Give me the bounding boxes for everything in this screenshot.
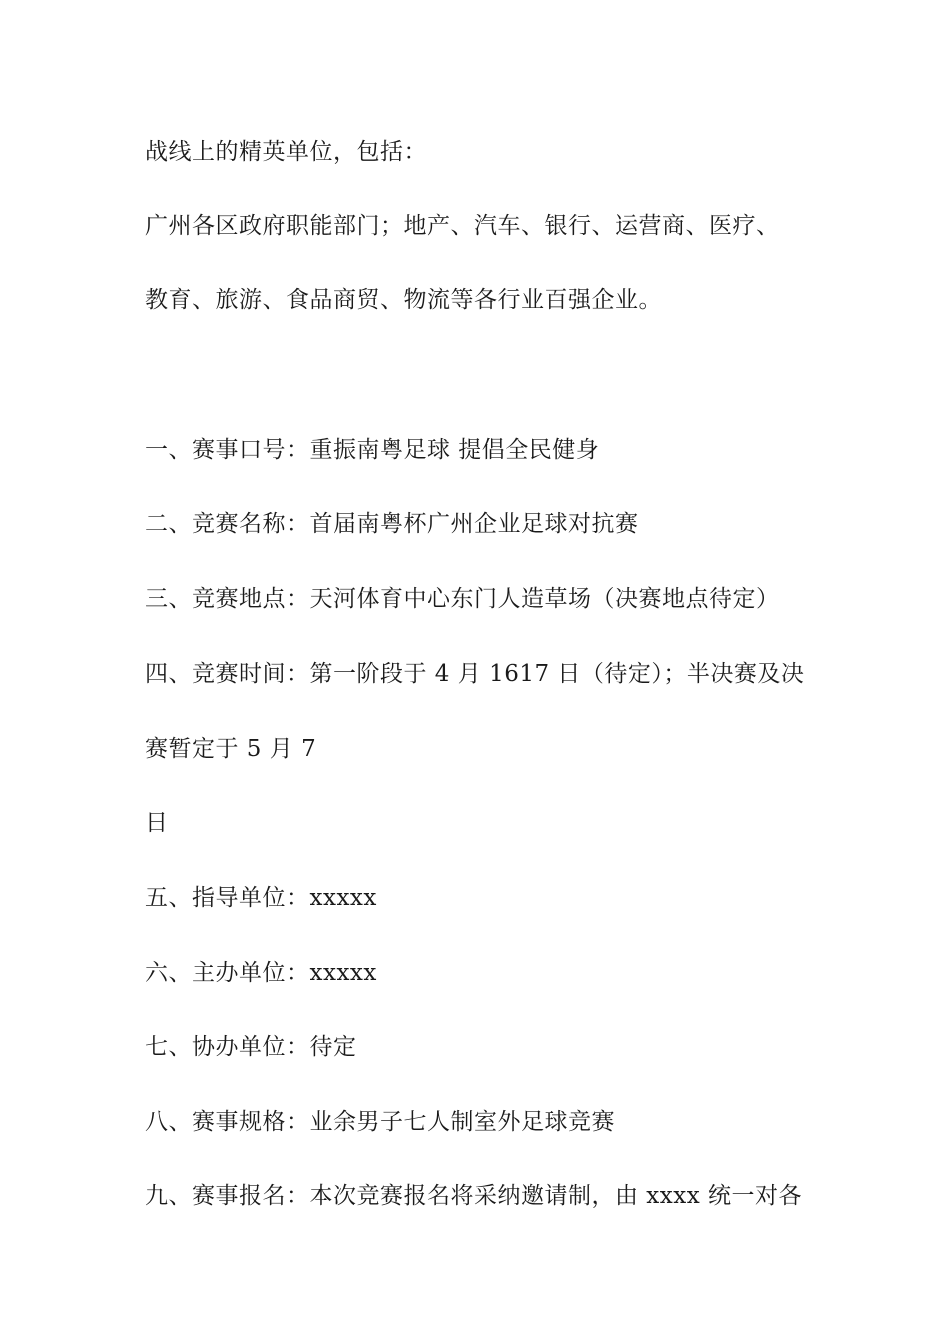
item-venue: 三、竞赛地点：天河体育中心东门人造草场（决赛地点待定）	[145, 586, 780, 612]
item-format: 八、赛事规格：业余男子七人制室外足球竞赛	[145, 1109, 615, 1135]
intro-line-3: 教育、旅游、食品商贸、物流等各行业百强企业。	[145, 287, 662, 313]
item-time-line-2: 赛暂定于 5 月 7	[145, 736, 317, 762]
item-host-unit: 六、主办单位：xxxxx	[145, 960, 377, 986]
item-time-line-1: 四、竞赛时间：第一阶段于 4 月 1617 日（待定）；半决赛及决	[145, 661, 805, 687]
item-registration: 九、赛事报名：本次竞赛报名将采纳邀请制，由 xxxx 统一对各	[145, 1183, 803, 1209]
intro-line-1: 战线上的精英单位，包括：	[145, 139, 427, 165]
item-time-line-3: 日	[145, 810, 169, 836]
item-guide-unit: 五、指导单位：xxxxx	[145, 885, 377, 911]
item-slogan: 一、赛事口号：重振南粤足球 提倡全民健身	[145, 437, 600, 463]
item-competition-name: 二、竞赛名称：首届南粤杯广州企业足球对抗赛	[145, 511, 639, 537]
item-co-host-unit: 七、协办单位：待定	[145, 1034, 357, 1060]
intro-line-2: 广州各区政府职能部门；地产、汽车、银行、运营商、医疗、	[145, 213, 780, 239]
